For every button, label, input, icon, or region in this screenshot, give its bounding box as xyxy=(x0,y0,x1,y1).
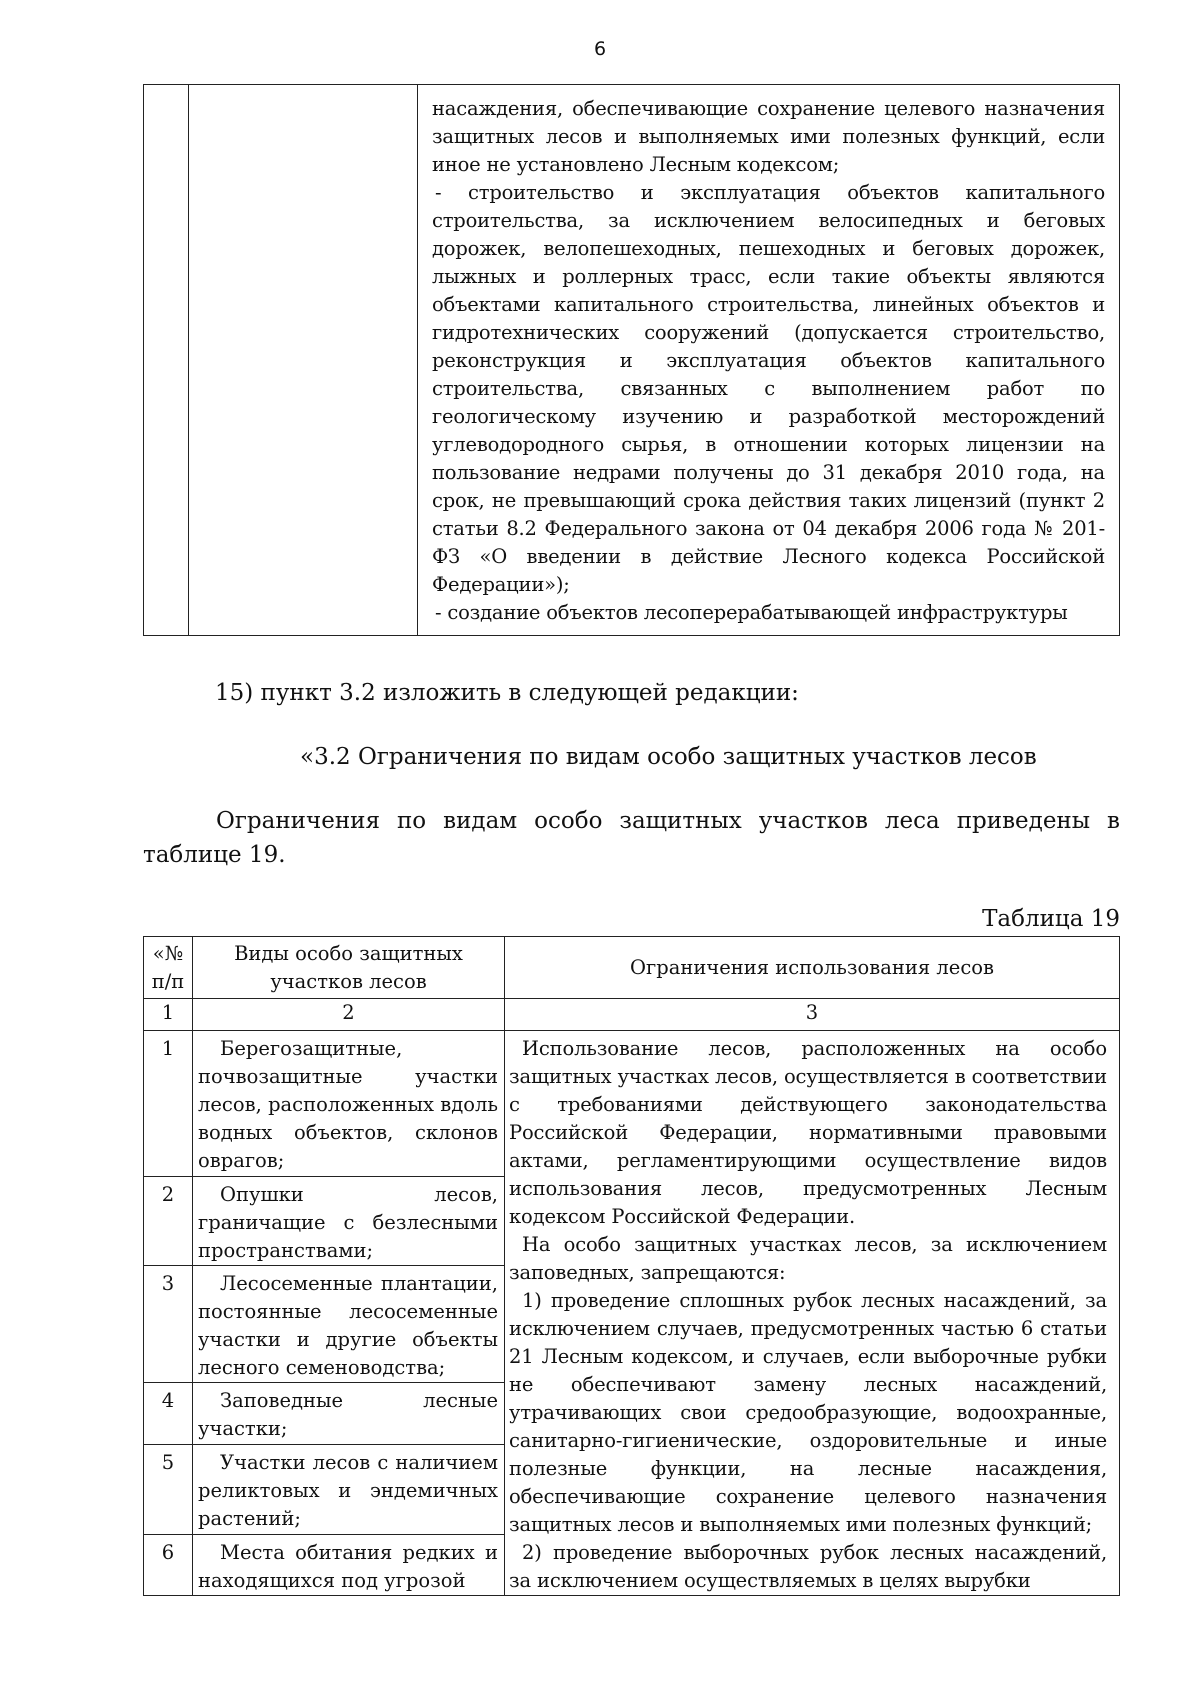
page-number: 6 xyxy=(593,38,607,60)
kind-text: Опушки лесов, граничащие с безлесными пространствами; xyxy=(198,1182,498,1262)
restriction-paragraph: На особо защитных участках лесов, за исключением заповедных, запрещаются: xyxy=(509,1233,1107,1284)
table-caption: Таблица 19 xyxy=(982,906,1120,932)
header-kind: Виды особо защитных участков лесов xyxy=(193,937,505,999)
table-row xyxy=(144,85,1120,636)
section-heading: «3.2 Ограничения по видам особо защитных участков лесов xyxy=(300,744,1037,770)
header-number: «№ п/п xyxy=(144,937,193,999)
table-row xyxy=(144,1031,1120,1177)
empty-cell xyxy=(144,85,189,636)
kind-cell xyxy=(193,1031,505,1177)
column-number: 1 xyxy=(144,999,193,1031)
paragraph: - строительство и эксплуатация объектов капитального строительства, за исключением велосипедных и беговых дорожек, велопешеходных, пешеходных и беговых дорожек, лыжных и роллерных трасс, если такие объекты являются объектами капитального строительства, линейных объектов и гидротехнических сооружений (допускается строительство, реконструкция и эксплуатация объектов капитального строительства, связанных с выполнением работ по геологическому изучению и разработкой месторождений углеводородного сырья, в отношении которых лицензии на пользование недрами получены до 31 декабря 2010 года, на срок, не превышающий срока действия таких лицензий (пункт 2 статьи 8.2 Федерального закона от 04 декабря 2006 года № 201-ФЗ «О введении в действие Лесного кодекса Российской Федерации»); xyxy=(432,181,1105,596)
row-number: 1 xyxy=(144,1031,193,1177)
kind-cell xyxy=(193,1534,505,1595)
empty-cell xyxy=(189,85,418,636)
restriction-paragraph: Использование лесов, расположенных на особо защитных участках лесов, осуществляется в соответствии с требованиями действующего законодательства Российской Федерации, нормативными правовыми актами, регламентирующими осуществление видов использования лесов, предусмотренных Лесным кодексом Российской Федерации. xyxy=(509,1037,1107,1228)
kind-cell xyxy=(193,1176,505,1265)
row-number: 4 xyxy=(144,1383,193,1445)
kind-text: Места обитания редких и находящихся под угрозой xyxy=(198,1540,498,1592)
column-number: 2 xyxy=(193,999,505,1031)
kind-cell xyxy=(193,1265,505,1382)
column-number-row xyxy=(144,999,1120,1031)
kind-cell xyxy=(193,1383,505,1445)
table-header-row xyxy=(144,937,1120,999)
continuation-table xyxy=(143,84,1120,636)
row-number: 6 xyxy=(144,1534,193,1595)
header-restrictions: Ограничения использования лесов xyxy=(505,937,1120,999)
amendment-item: 15) пункт 3.2 изложить в следующей редакции: xyxy=(215,680,799,706)
kind-text: Лесосеменные плантации, постоянные лесосеменные участки и другие объекты лесного семеноводства; xyxy=(198,1271,498,1379)
kind-text: Заповедные лесные участки; xyxy=(198,1389,498,1441)
restrictions-cell xyxy=(418,85,1120,636)
column-number: 3 xyxy=(505,999,1120,1031)
row-number: 5 xyxy=(144,1445,193,1534)
restriction-paragraph: 1) проведение сплошных рубок лесных насаждений, за исключением случаев, предусмотренных частью 6 статьи 21 Лесным кодексом, и случаев, если выборочные рубки не обеспечивают замену лесных насаждений, утрачивающих свои средообразующие, водоохранные, санитарно-гигиенические, оздоровительные и иные полезные функции, на лесные насаждения, обеспечивающие сохранение целевого назначения защитных лесов и выполняемых ими полезных функций; xyxy=(509,1289,1107,1536)
table-19 xyxy=(143,936,1120,1596)
row-number: 2 xyxy=(144,1176,193,1265)
kind-text: Берегозащитные, почвозащитные участки лесов, расположенных вдоль водных объектов, склонов оврагов; xyxy=(198,1037,498,1172)
row-number: 3 xyxy=(144,1265,193,1382)
paragraph: - создание объектов лесоперерабатывающей инфраструктуры xyxy=(435,601,1068,624)
paragraph: насаждения, обеспечивающие сохранение целевого назначения защитных лесов и выполняемых ими полезных функций, если иное не установлено Лесным кодексом; xyxy=(432,97,1105,176)
restriction-paragraph: 2) проведение выборочных рубок лесных насаждений, за исключением осуществляемых в целях вырубки xyxy=(509,1541,1107,1592)
restrictions-cell xyxy=(505,1031,1120,1596)
intro-paragraph: Ограничения по видам особо защитных участков леса приведены в таблице 19. xyxy=(143,808,1120,868)
kind-cell xyxy=(193,1445,505,1534)
kind-text: Участки лесов с наличием реликтовых и эндемичных растений; xyxy=(198,1451,498,1531)
